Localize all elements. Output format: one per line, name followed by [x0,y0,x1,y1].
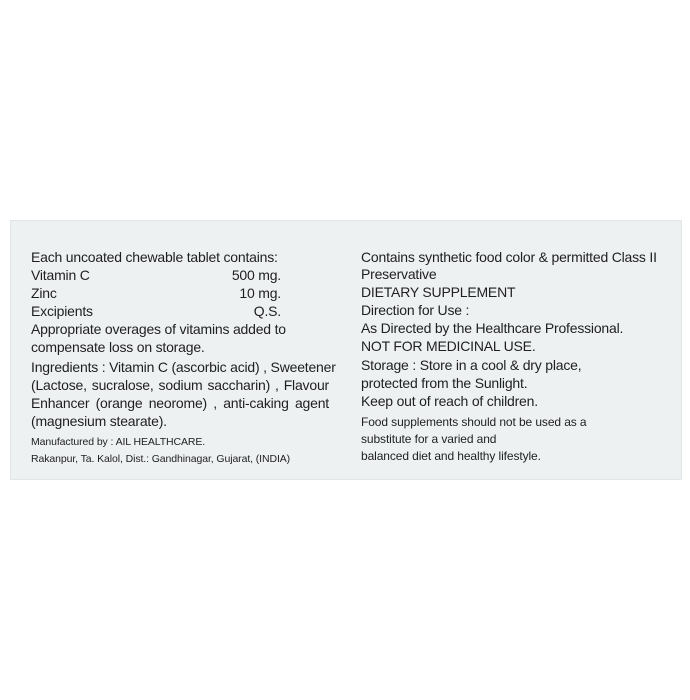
ingredient-quantity: 10 mg. [239,285,281,301]
ingredient-quantity: 500 mg. [231,267,281,283]
ingredient-name: Excipients [31,303,93,319]
ingredients-line-2: (Lactose, sucralose, sodium saccharin) , Flavour [31,377,329,393]
overages-note-line-2: compensate loss on storage. [31,339,205,355]
keep-out-notice: Keep out of reach of children. [361,393,538,409]
color-notice-line-1: Contains synthetic food color & permitted Class II [361,249,657,265]
ingredients-line-3: Enhancer (orange neorome) , anti-caking agent [31,395,329,411]
storage-line-1: Storage : Store in a cool & dry place, [361,357,582,373]
overages-note-line-1: Appropriate overages of vitamins added to [31,321,286,337]
manufacturer-line-1: Manufactured by : AIL HEALTHCARE. [31,436,206,448]
manufacturer-address: Rakanpur, Ta. Kalol, Dist.: Gandhinagar, Gujarat, (INDIA) [31,453,291,465]
ingredient-name: Vitamin C [31,267,90,283]
supplement-disclaimer-line-3: balanced diet and healthy lifestyle. [361,449,541,463]
supplement-disclaimer-line-1: Food supplements should not be used as a [361,415,587,429]
product-label-panel [10,220,682,480]
dietary-supplement-heading: DIETARY SUPPLEMENT [361,284,516,300]
color-notice-line-2: Preservative [361,266,437,282]
direction-heading: Direction for Use : [361,302,470,318]
not-medicinal-notice: NOT FOR MEDICINAL USE. [361,338,536,354]
ingredient-name: Zinc [31,285,57,301]
ingredient-quantity: Q.S. [253,303,281,319]
ingredients-line-4: (magnesium stearate). [31,413,167,429]
composition-heading: Each uncoated chewable tablet contains: [31,249,278,265]
direction-text: As Directed by the Healthcare Professional. [361,320,624,336]
supplement-disclaimer-line-2: substitute for a varied and [361,432,497,446]
ingredients-line-1: Ingredients : Vitamin C (ascorbic acid) , Sweetener [31,359,336,375]
storage-line-2: protected from the Sunlight. [361,375,528,391]
